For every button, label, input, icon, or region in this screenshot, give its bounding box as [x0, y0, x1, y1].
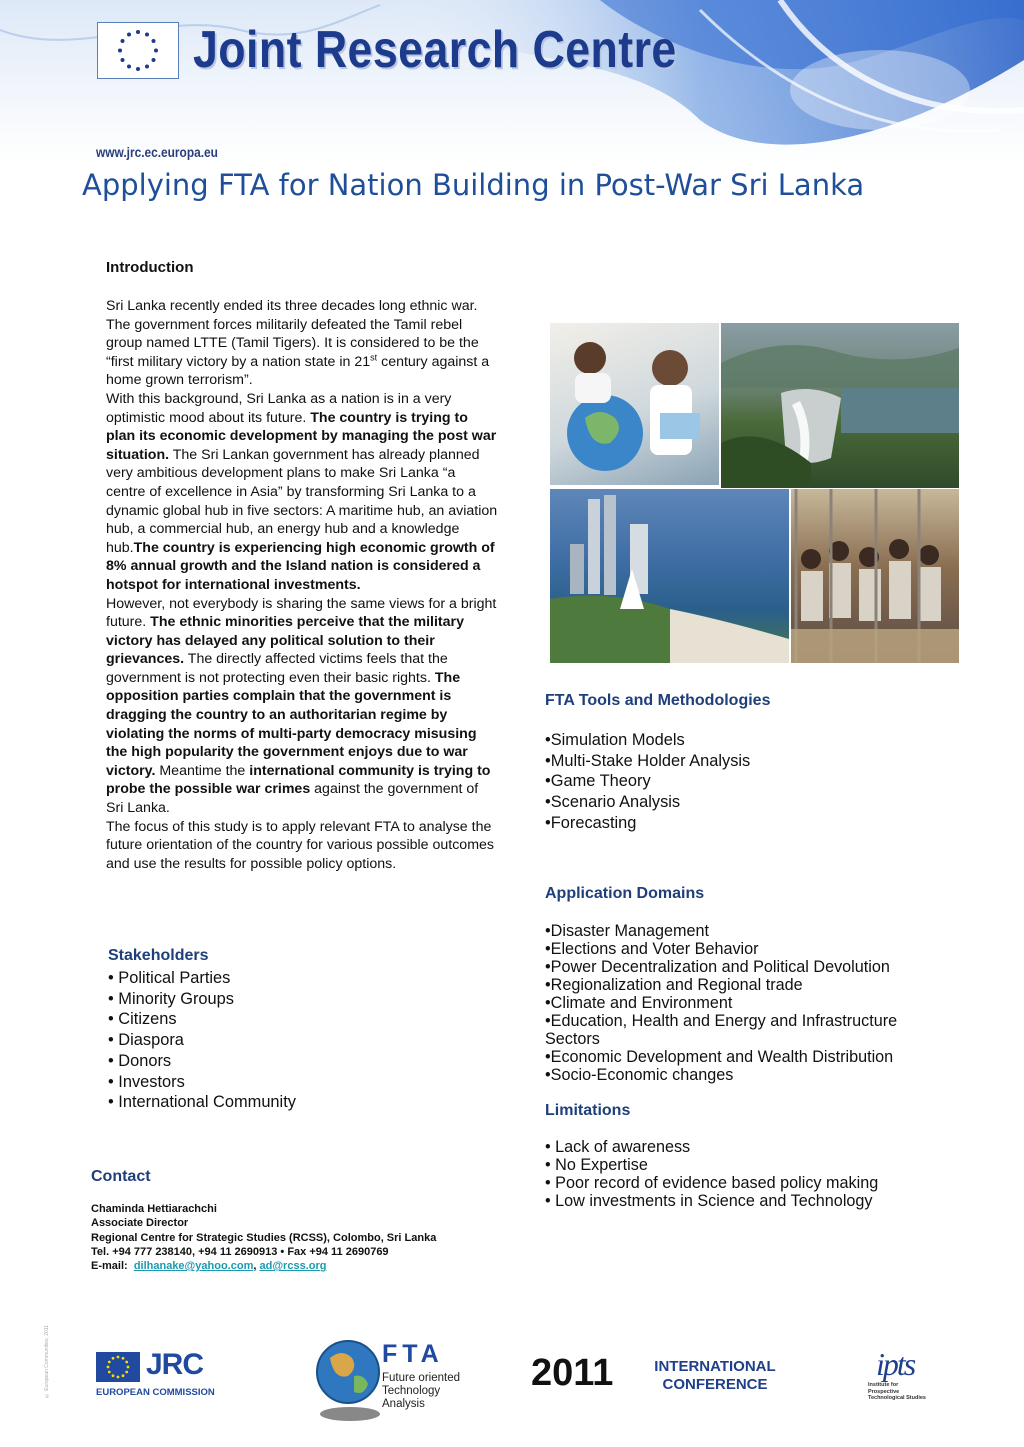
- eu-flag-icon: [97, 22, 179, 79]
- fta-tool-item: •Game Theory: [545, 772, 651, 791]
- globe-icon: [314, 1336, 384, 1426]
- eu-jrc-logo: [96, 1348, 215, 1400]
- fta-logo-line3: Analysis: [382, 1398, 425, 1410]
- application-domain-item: •Socio-Economic changes: [545, 1066, 734, 1084]
- email-label: E-mail:: [91, 1260, 128, 1273]
- limitation-item: • Lack of awareness: [545, 1138, 691, 1156]
- conference-line1: INTERNATIONAL: [654, 1358, 776, 1375]
- fta-tool-item: •Multi-Stake Holder Analysis: [545, 751, 751, 770]
- stakeholder-item: • Minority Groups: [108, 989, 234, 1008]
- photo-colombo-city: [550, 489, 789, 663]
- conference-year: 2011: [531, 1352, 614, 1394]
- application-domain-item: •Regionalization and Regional trade: [545, 976, 803, 994]
- contact-phone: Tel. +94 777 238140, +94 11 2690913 • Fax +94 11 2690769: [91, 1245, 389, 1258]
- ipts-line2: Prospective: [868, 1388, 900, 1395]
- text-run: Sri Lanka recently ended its three decades long ethnic war. The government forces militarily defeated the Tamil rebel group named LTTE (Tamil Tigers). It is considered to be the “first military victory by a nation state in 21: [106, 298, 479, 370]
- email-separator: ,: [253, 1260, 257, 1273]
- fta-tool-item: •Simulation Models: [545, 731, 685, 749]
- conference-line2: CONFERENCE: [662, 1376, 768, 1393]
- photo-collage: [550, 323, 959, 663]
- contact-organisation: Regional Centre for Strategic Studies (RCSS), Colombo, Sri Lanka: [91, 1231, 437, 1244]
- limitations-heading: Limitations: [545, 1102, 631, 1119]
- limitation-item: • No Expertise: [545, 1156, 648, 1174]
- application-domain-item: •Power Decentralization and Political Devolution: [545, 958, 890, 976]
- fta-logo-line2: Technology: [382, 1385, 441, 1397]
- email-link-2[interactable]: ad@rcss.org: [259, 1260, 327, 1273]
- fta-tool-item: •Scenario Analysis: [545, 793, 681, 812]
- contact-email-line: [91, 1259, 436, 1273]
- text-run: Meantime the: [155, 762, 250, 779]
- conference-label: [640, 1358, 790, 1394]
- introduction-heading: Introduction: [106, 259, 194, 276]
- fta-tools-list: [545, 730, 750, 834]
- photo-students-globe: [550, 323, 719, 485]
- bold-text-run: The country is trying to plan its economic development by managing the post war situation.: [106, 409, 497, 463]
- introduction-paragraph: [106, 595, 498, 818]
- text-run: The Sri Lankan government has already planned very ambitious development plans to make Sri Lanka “a centre of excellence in Asia” by transforming Sri Lanka to a dynamic global hub in five sectors: A maritime hub, an aviation hub, a commercial hub, an energy hub and a knowledge hub.: [106, 446, 498, 556]
- eu-flag-small-icon: [96, 1352, 140, 1382]
- contact-heading: Contact: [91, 1168, 151, 1185]
- text-run: against the government of Sri Lanka.: [106, 781, 479, 817]
- stakeholder-item: • Citizens: [108, 1010, 177, 1029]
- application-domain-item: •Economic Development and Wealth Distribution: [545, 1048, 894, 1066]
- email-link-1[interactable]: dilhanake@yahoo.com: [133, 1260, 254, 1273]
- contact-role: Associate Director: [91, 1217, 189, 1230]
- website-url[interactable]: www.jrc.ec.europa.eu: [96, 144, 218, 160]
- introduction-body: [106, 297, 498, 873]
- eu-commission-text: EUROPEAN COMMISSION: [96, 1387, 215, 1398]
- application-domain-item: •Elections and Voter Behavior: [545, 940, 759, 958]
- stakeholder-item: • Diaspora: [108, 1031, 184, 1050]
- application-domain-item: •Disaster Management: [545, 922, 710, 940]
- text-run: The focus of this study is to apply relevant FTA to analyse the future orientation of the country for various possible outcomes and use the results for possible policy options.: [106, 818, 495, 872]
- introduction-paragraph: [106, 818, 498, 874]
- photo-displaced-people: [791, 489, 959, 663]
- stakeholder-item: • Investors: [108, 1072, 185, 1091]
- bold-text-run: international community is trying to probe the possible war crimes: [106, 762, 491, 798]
- limitation-item: • Poor record of evidence based policy making: [545, 1174, 879, 1192]
- ipts-mark: ipts: [876, 1346, 915, 1382]
- photo-dam-reservoir: [721, 323, 959, 488]
- copyright-note: © European Communities, 2011: [44, 1325, 50, 1399]
- text-run: The directly affected victims feels that the government is not protecting even their basic rights.: [106, 651, 448, 686]
- application-domains-list: [545, 922, 935, 1084]
- bold-text-run: The opposition parties complain that the government is dragging the country to an authoritarian regime by violating the norms of multi-party democracy misusing the high popularity the government enjoys due to war victory.: [106, 669, 477, 779]
- poster-title: Applying FTA for Nation Building in Post-War Sri Lanka: [82, 168, 865, 202]
- application-domain-item: •Education, Health and Energy and Infrastructure Sectors: [545, 1012, 898, 1048]
- bold-text-run: The country is experiencing high economic growth of 8% annual growth and the Island nation is considered a hotspot for international investments.: [106, 539, 495, 593]
- fta-logo-caption: [382, 1372, 460, 1411]
- jrc-logo-text: JRC: [146, 1348, 204, 1381]
- stakeholder-item: • International Community: [108, 1093, 296, 1112]
- stakeholders-list: [108, 968, 296, 1113]
- fta-logo: [314, 1336, 474, 1426]
- fta-logo-title: FTA: [382, 1340, 444, 1368]
- ipts-line3: Technological Studies: [868, 1395, 926, 1401]
- text-run: With this background, Sri Lanka as a nation is in a very optimistic mood about its future.: [106, 390, 452, 426]
- fta-tool-item: •Forecasting: [545, 813, 637, 832]
- application-domains-heading: Application Domains: [545, 885, 705, 902]
- ipts-caption: [868, 1382, 926, 1402]
- bold-text-run: The ethnic minorities perceive that the military victory has delayed any political solution to their grievances.: [106, 614, 464, 668]
- ipts-logo: [866, 1346, 932, 1402]
- contact-name: Chaminda Hettiarachchi: [91, 1203, 217, 1215]
- contact-details: [91, 1202, 436, 1273]
- text-run: century against a home grown terrorism”.: [106, 353, 490, 389]
- introduction-paragraph: [106, 297, 498, 390]
- stakeholders-heading: Stakeholders: [108, 947, 209, 964]
- text-run: However, not everybody is sharing the same views for a bright future.: [106, 595, 497, 631]
- fta-logo-line1: Future oriented: [382, 1372, 460, 1384]
- org-title: Joint Research Centre: [193, 21, 677, 79]
- text-run: st: [370, 352, 378, 363]
- limitations-list: [545, 1138, 878, 1210]
- stakeholder-item: • Political Parties: [108, 969, 231, 987]
- stakeholder-item: • Donors: [108, 1051, 172, 1070]
- limitation-item: • Low investments in Science and Technology: [545, 1192, 873, 1210]
- fta-tools-heading: FTA Tools and Methodologies: [545, 692, 771, 709]
- introduction-paragraph: [106, 390, 498, 595]
- application-domain-item: •Climate and Environment: [545, 994, 733, 1012]
- ipts-line1: Institute for: [868, 1382, 899, 1388]
